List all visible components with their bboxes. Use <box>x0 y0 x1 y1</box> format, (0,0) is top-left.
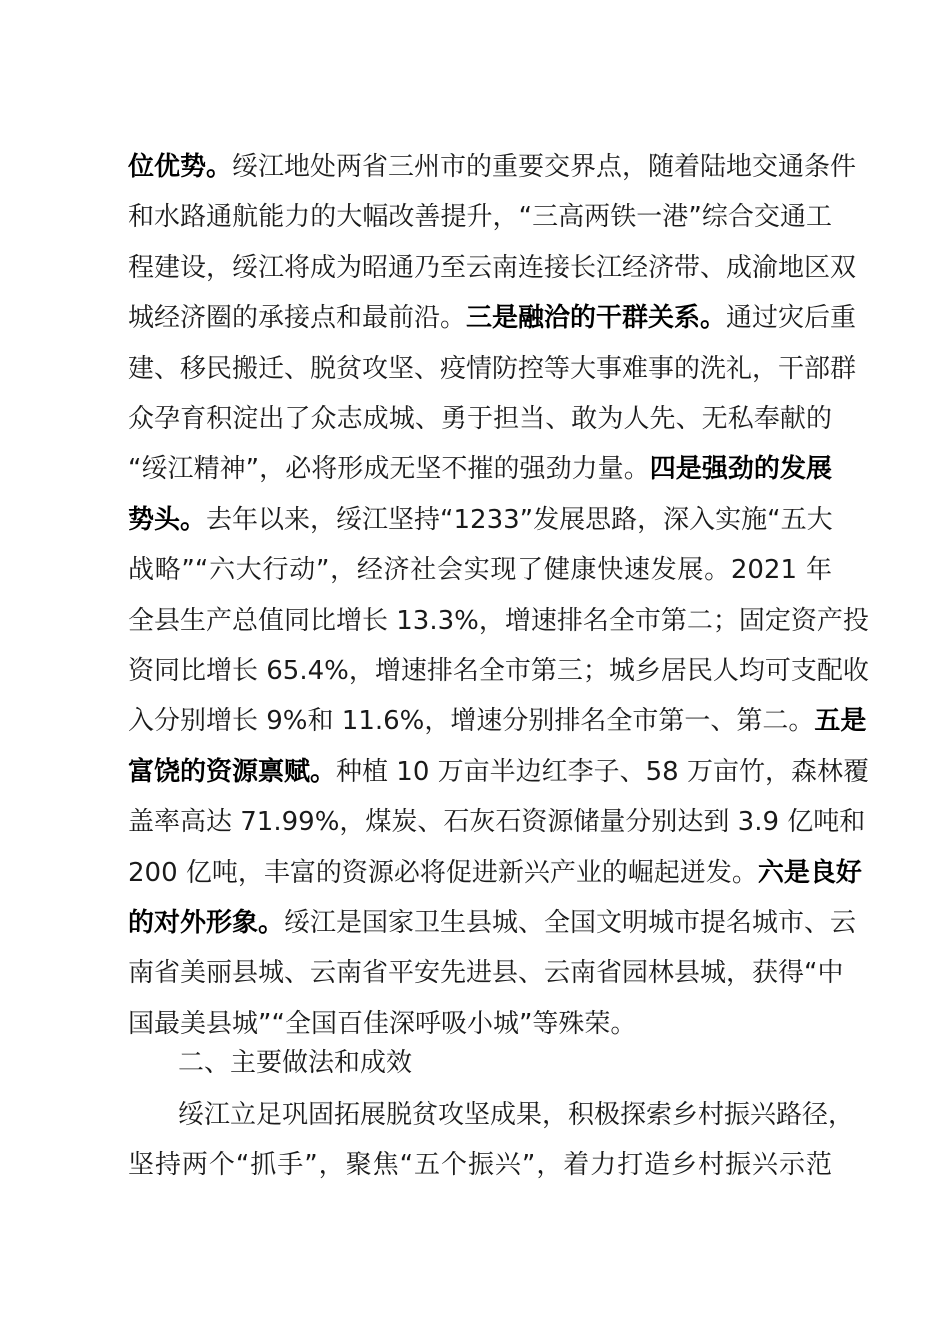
text-run: 建、移民搬迁、脱贫攻坚、疫情防控等大事难事的洗礼，干部群 <box>128 354 857 384</box>
text-run: “绥江精神”，必将形成无坚不摧的强劲力量。 <box>128 454 650 484</box>
paragraph-line <box>128 142 857 192</box>
bold-phrase: 三是融洽的干群关系。 <box>466 303 727 333</box>
text-run: 绥江地处两省三州市的重要交界点，随着陆地交通条件 <box>232 152 857 182</box>
paragraph-line <box>128 444 832 494</box>
paragraph-line: 绥江立足巩固拓展脱贫攻坚成果，积极探索乡村振兴路径， <box>178 1100 855 1130</box>
text-run: 全县生产总值同比增长 13.3%，增速排名全市第二；固定资产投 <box>128 606 869 636</box>
text-run: 战略”“六大行动”，经济社会实现了健康快速发展。2021 年 <box>128 555 832 585</box>
text-run: 城经济圈的承接点和最前沿。 <box>128 303 467 333</box>
bold-phrase: 富饶的资源禀赋。 <box>128 757 337 787</box>
paragraph-line: 坚持两个“抓手”，聚焦“五个振兴”，着力打造乡村振兴示范 <box>128 1150 832 1180</box>
bold-phrase: 五是 <box>814 706 867 736</box>
paragraph-line <box>128 596 869 646</box>
section-heading: 二、主要做法和成效 <box>178 1048 413 1078</box>
paragraph-line <box>128 747 869 797</box>
bold-phrase: 六是良好 <box>757 858 862 888</box>
paragraph-line <box>128 243 857 293</box>
text-run: 去年以来，绥江坚持“1233”发展思路，深入实施“五大 <box>206 505 833 535</box>
paragraph-line <box>128 646 869 696</box>
text-run: 入分别增长 9%和 11.6%，增速分别排名全市第一、第二。 <box>128 706 815 736</box>
text-run: 通过灾后重 <box>726 303 857 333</box>
paragraph-line <box>128 495 832 545</box>
text-run: 众孕育积淀出了众志成城、勇于担当、敢为人先、无私奉献的 <box>128 404 832 434</box>
paragraph-line <box>128 344 857 394</box>
text-run: 盖率高达 71.99%，煤炭、石灰石资源储量分别达到 3.9 亿吨和 <box>128 807 866 837</box>
text-run: 国最美县城”“全国百佳深呼吸小城”等殊荣。 <box>128 1009 637 1039</box>
text-run: 南省美丽县城、云南省平安先进县、云南省园林县城，获得“中 <box>128 958 844 988</box>
paragraph-line <box>128 293 857 343</box>
paragraph-line <box>128 696 867 746</box>
text-run: 绥江是国家卫生县城、全国文明城市提名城市、云 <box>284 908 857 938</box>
bold-phrase: 位优势。 <box>128 152 233 182</box>
text-run: 资同比增长 65.4%，增速排名全市第三；城乡居民人均可支配收 <box>128 656 869 686</box>
paragraph-line <box>128 545 832 595</box>
bold-phrase: 势头。 <box>128 505 207 535</box>
bold-phrase: 的对外形象。 <box>128 908 285 938</box>
text-run: 和水路通航能力的大幅改善提升，“三高两铁一港”综合交通工 <box>128 202 832 232</box>
text-run: 程建设，绥江将成为昭通乃至云南连接长江经济带、成渝地区双 <box>128 253 857 283</box>
paragraph-line <box>128 848 862 898</box>
paragraph-line <box>128 898 857 948</box>
text-run: 种植 10 万亩半边红李子、58 万亩竹，森林覆 <box>336 757 869 787</box>
paragraph-line <box>128 192 832 242</box>
paragraph-line <box>128 948 844 998</box>
bold-phrase: 四是强劲的发展 <box>649 454 832 484</box>
paragraph-line <box>128 797 866 847</box>
paragraph-line <box>128 394 832 444</box>
text-run: 200 亿吨，丰富的资源必将促进新兴产业的崛起迸发。 <box>128 858 758 888</box>
